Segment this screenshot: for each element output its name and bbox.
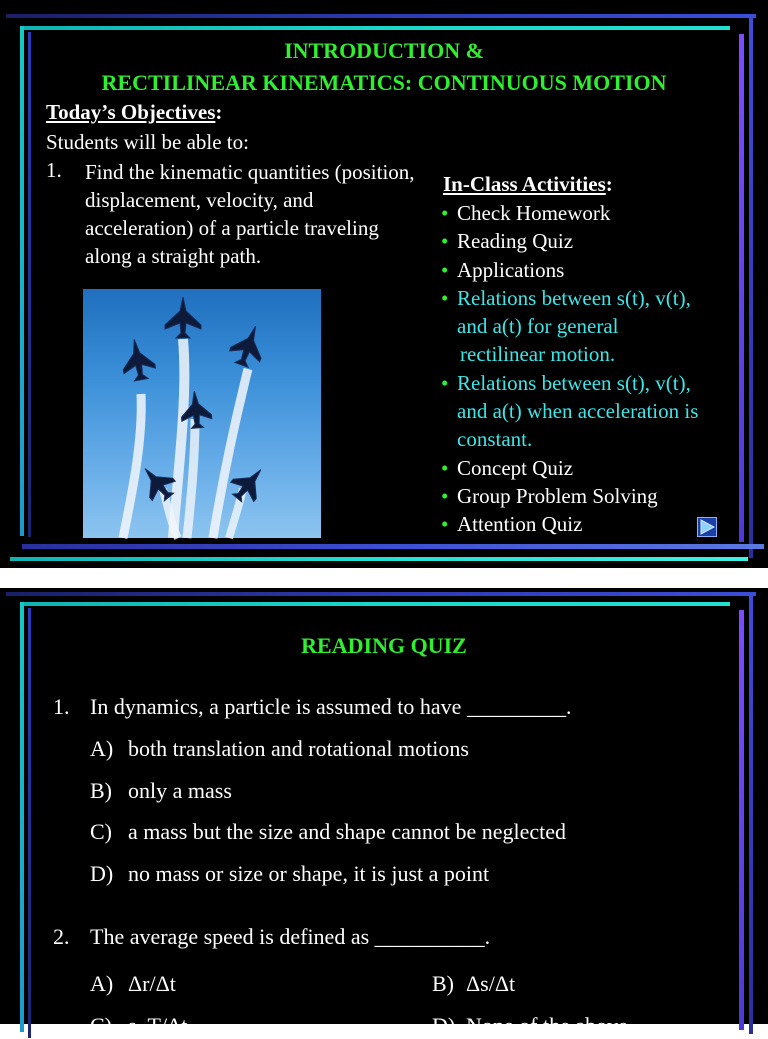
slide-reading-quiz — [0, 588, 768, 1038]
option-letter: A) — [90, 971, 114, 996]
decorative-bar — [739, 610, 744, 1030]
question-number: 1. — [53, 694, 70, 719]
bullet-icon: • — [441, 285, 449, 310]
list-item-continuation — [441, 425, 741, 453]
option-text: s_T/Δt — [128, 1013, 188, 1038]
bullet-icon: • — [441, 512, 449, 537]
option-text: Δr/Δt — [128, 971, 176, 996]
list-item — [441, 454, 741, 482]
question-text: In dynamics, a particle is assumed to have _________. — [90, 694, 572, 719]
option-text: Δs/Δt — [466, 971, 516, 996]
quiz-title: READING QUIZ — [301, 633, 467, 658]
activity-text: Relations between s(t), v(t), — [457, 370, 691, 395]
option-text: both translation and rotational motions — [128, 736, 469, 761]
objectives-heading — [46, 100, 222, 125]
decorative-bar — [28, 32, 31, 537]
option-text: None of the above — [466, 1013, 628, 1038]
list-item — [441, 199, 741, 227]
list-item — [441, 227, 741, 255]
decorative-bar — [20, 602, 24, 1032]
activity-text: Applications — [457, 257, 565, 282]
list-item — [441, 510, 741, 538]
list-item-continuation — [441, 312, 741, 340]
decorative-bar — [20, 26, 24, 536]
activity-text: Reading Quiz — [457, 229, 574, 254]
question-text: The average speed is defined as __________. — [90, 924, 491, 949]
next-slide-arrow-icon — [698, 518, 716, 536]
bullet-icon: • — [441, 483, 449, 508]
activities-list — [441, 199, 741, 539]
decorative-bar — [6, 14, 756, 18]
option-text: only a mass — [128, 778, 232, 803]
slide-title-line1: INTRODUCTION & — [284, 38, 484, 63]
list-item — [441, 482, 741, 510]
activities-heading-colon: : — [605, 172, 613, 196]
activities-heading-text: In-Class Activities — [443, 172, 606, 196]
activity-text: and a(t) when acceleration is — [457, 399, 699, 424]
list-item-continuation — [441, 340, 741, 368]
objectives-intro: Students will be able to: — [46, 130, 249, 154]
decorative-bar — [10, 557, 748, 561]
bullet-icon: • — [441, 229, 449, 254]
activity-text: constant. — [457, 427, 533, 452]
activity-text: Concept Quiz — [457, 455, 574, 480]
bullet-icon: • — [441, 455, 449, 480]
jets-illustration — [83, 289, 321, 538]
jets-formation-image — [83, 289, 321, 538]
list-item-continuation — [441, 397, 741, 425]
activity-text: Group Problem Solving — [457, 483, 658, 508]
decorative-bar — [28, 608, 31, 1038]
decorative-bar — [22, 544, 764, 549]
activity-text: Check Homework — [457, 201, 611, 225]
next-slide-button[interactable] — [697, 517, 717, 537]
objectives-heading-text: Today’s Objectives — [46, 100, 216, 124]
activity-text: Relations between s(t), v(t), — [457, 285, 691, 310]
decorative-bar — [749, 18, 753, 558]
list-item — [441, 256, 741, 284]
question-number: 2. — [53, 924, 70, 949]
option-letter: C) — [90, 1013, 112, 1038]
option-text: no mass or size or shape, it is just a point — [128, 861, 490, 886]
bullet-icon: • — [441, 370, 449, 395]
slide-title-line2: RECTILINEAR KINEMATICS: CONTINUOUS MOTION — [101, 70, 667, 95]
activity-text: rectilinear motion. — [460, 342, 616, 367]
decorative-bar — [22, 602, 730, 606]
option-letter: B) — [90, 778, 112, 803]
decorative-bar — [22, 26, 730, 30]
option-letter: D) — [432, 1013, 456, 1038]
activity-text: and a(t) for general — [457, 314, 619, 339]
list-item — [441, 284, 741, 312]
objectives-heading-colon: : — [215, 100, 223, 124]
bullet-icon: • — [441, 257, 449, 282]
activities-heading — [443, 172, 613, 197]
option-letter: A) — [90, 736, 114, 761]
bullet-icon: • — [441, 201, 449, 225]
objective-text: Find the kinematic quantities (position, displacement, velocity, and acceleration) of a particle traveling along a straight path. — [85, 160, 415, 268]
option-letter: B) — [432, 971, 454, 996]
option-letter: C) — [90, 819, 112, 844]
option-letter: D) — [90, 861, 114, 886]
list-item — [441, 369, 741, 397]
decorative-bar — [6, 592, 756, 596]
objective-number: 1. — [46, 158, 62, 182]
option-text: a mass but the size and shape cannot be neglected — [128, 819, 567, 844]
activity-text: Attention Quiz — [457, 512, 583, 537]
